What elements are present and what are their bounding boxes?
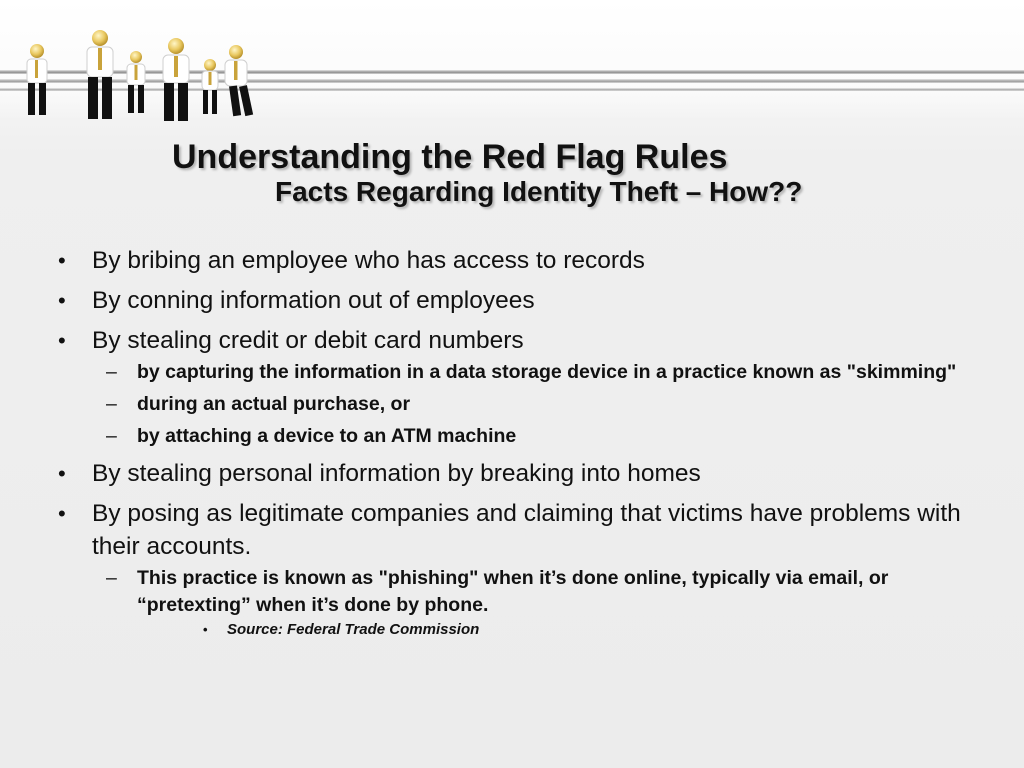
source-list bbox=[137, 619, 980, 641]
slide-title: Understanding the Red Flag Rules bbox=[172, 138, 728, 176]
source-item bbox=[137, 619, 980, 641]
bullet-text: By conning information out of employees bbox=[92, 287, 535, 314]
list-item bbox=[50, 497, 980, 641]
bullet-text: By stealing personal information by breaking into homes bbox=[92, 460, 701, 487]
list-item bbox=[50, 457, 980, 490]
bullet-text: By bribing an employee who has access to records bbox=[92, 247, 645, 274]
dash-icon: – bbox=[106, 361, 117, 383]
sub-item-text: by capturing the information in a data storage device in a practice known as "skimming" bbox=[137, 361, 957, 383]
dash-icon: – bbox=[106, 567, 117, 589]
bullet-icon: • bbox=[58, 461, 66, 486]
list-item bbox=[50, 244, 980, 277]
slide-subtitle: Facts Regarding Identity Theft – How?? bbox=[275, 176, 803, 207]
sub-list bbox=[92, 565, 980, 641]
bullet-icon: • bbox=[203, 622, 208, 637]
sub-item-text: during an actual purchase, or bbox=[137, 393, 411, 415]
sub-list-item bbox=[92, 391, 980, 418]
list-item bbox=[50, 324, 980, 450]
bullet-icon: • bbox=[58, 248, 66, 273]
bullet-icon: • bbox=[58, 328, 66, 353]
sub-item-text: This practice is known as "phishing" when it’s done online, typically via email, or “pretexting” when it’s done by phone. bbox=[137, 567, 889, 616]
sub-list-item bbox=[92, 423, 980, 450]
sub-list bbox=[92, 359, 980, 450]
bullet-text: By posing as legitimate companies and claiming that victims have problems with their accounts. bbox=[92, 500, 961, 560]
source-text: Source: Federal Trade Commission bbox=[227, 621, 480, 638]
sub-list-item bbox=[92, 565, 980, 641]
bullet-icon: • bbox=[58, 288, 66, 313]
list-item bbox=[50, 284, 980, 317]
bullet-icon: • bbox=[58, 501, 66, 526]
dash-icon: – bbox=[106, 425, 117, 447]
sub-item-text: by attaching a device to an ATM machine bbox=[137, 425, 517, 447]
bullet-list bbox=[50, 244, 980, 648]
business-people-on-rail-icon bbox=[0, 0, 280, 125]
bullet-text: By stealing credit or debit card numbers bbox=[92, 327, 524, 354]
sub-list-item bbox=[92, 359, 980, 386]
dash-icon: – bbox=[106, 393, 117, 415]
